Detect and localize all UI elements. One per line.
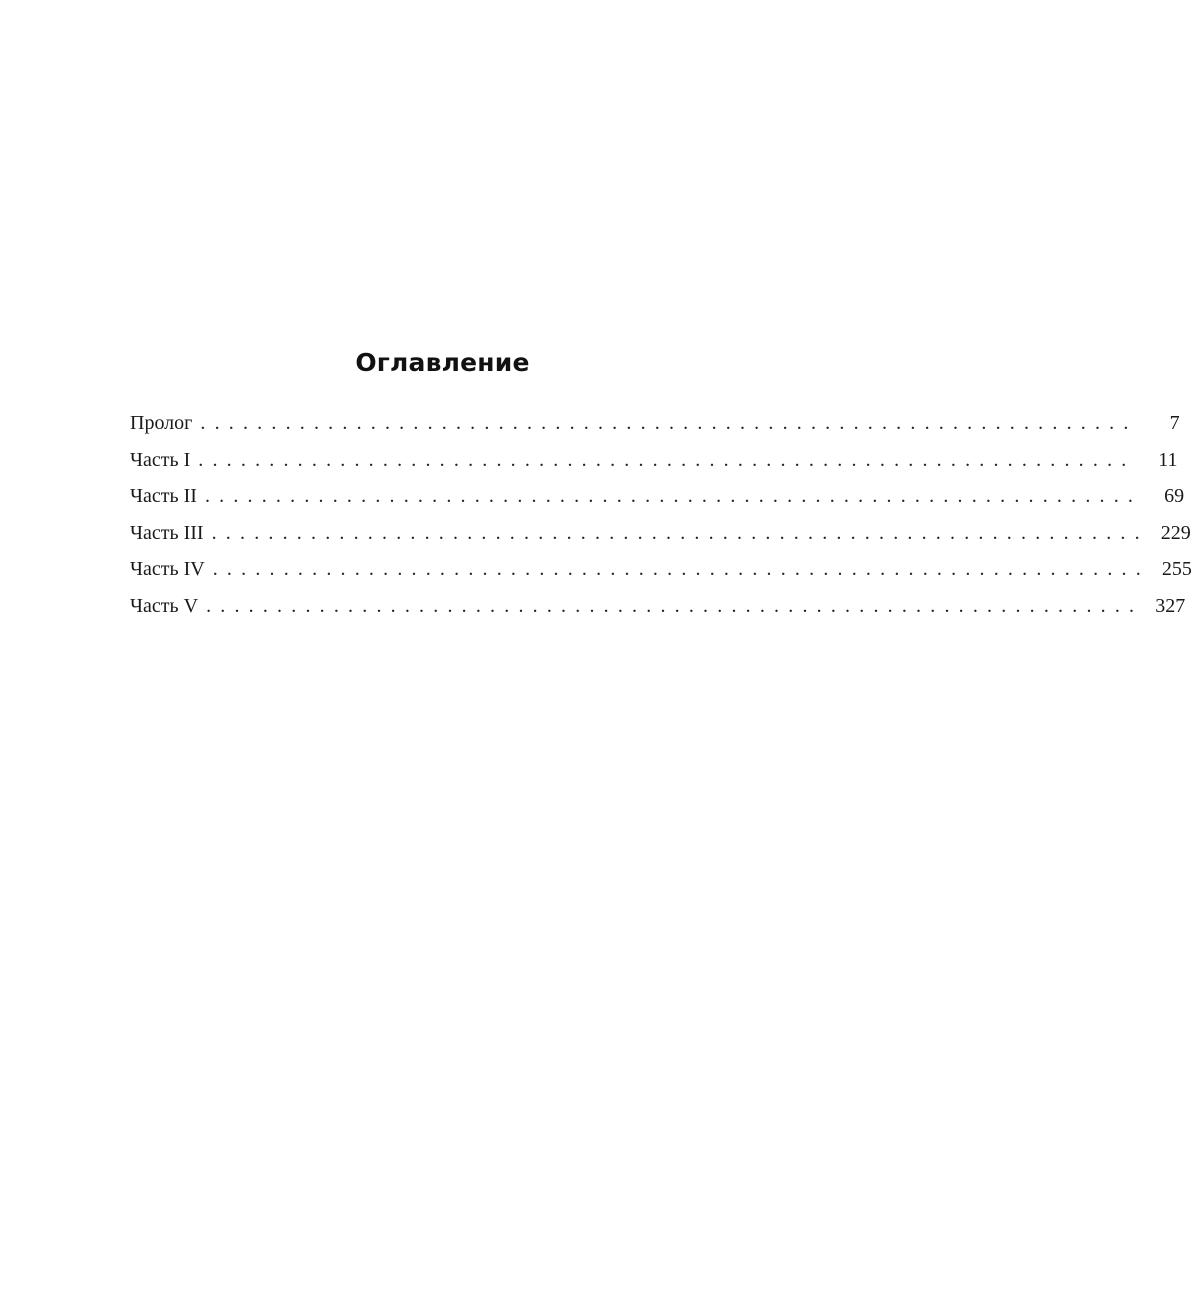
dot-leader: .................................................................. (212, 558, 1150, 580)
toc-entry-label: Часть V (130, 594, 199, 617)
toc-entry-part-5 (130, 594, 1186, 632)
page-title: Оглавление (355, 348, 530, 377)
toc-entry-label: Часть I (130, 448, 191, 471)
toc-entry-label: Пролог (130, 412, 193, 434)
toc-entry-label: Часть III (130, 521, 204, 544)
dot-leader: .................................................................. (204, 485, 1143, 507)
toc-entry-part-3 (130, 521, 1191, 559)
toc-entry-page-number: 11 (1158, 448, 1178, 471)
toc-entry-label: Часть II (130, 485, 197, 507)
toc-entry-label: Часть IV (130, 558, 205, 580)
toc-entry-part-1 (130, 448, 1178, 486)
toc-entry-page-number: 255 (1161, 558, 1192, 580)
toc-entry-page-number: 327 (1155, 594, 1186, 617)
toc-entry-page-number: 69 (1164, 485, 1185, 507)
dot-leader: .................................................................. (200, 412, 1138, 434)
toc-entry-page-number: 229 (1160, 521, 1191, 544)
toc-entry-page-number: 7 (1169, 412, 1180, 434)
dot-leader: .................................................................. (198, 448, 1136, 471)
dot-leader: .................................................................. (206, 594, 1144, 617)
dot-leader: .................................................................. (211, 521, 1149, 544)
toc-entry-prologue (130, 412, 1180, 449)
table-of-contents (130, 412, 1192, 631)
toc-entry-part-4 (130, 558, 1192, 595)
toc-entry-part-2 (130, 485, 1185, 522)
